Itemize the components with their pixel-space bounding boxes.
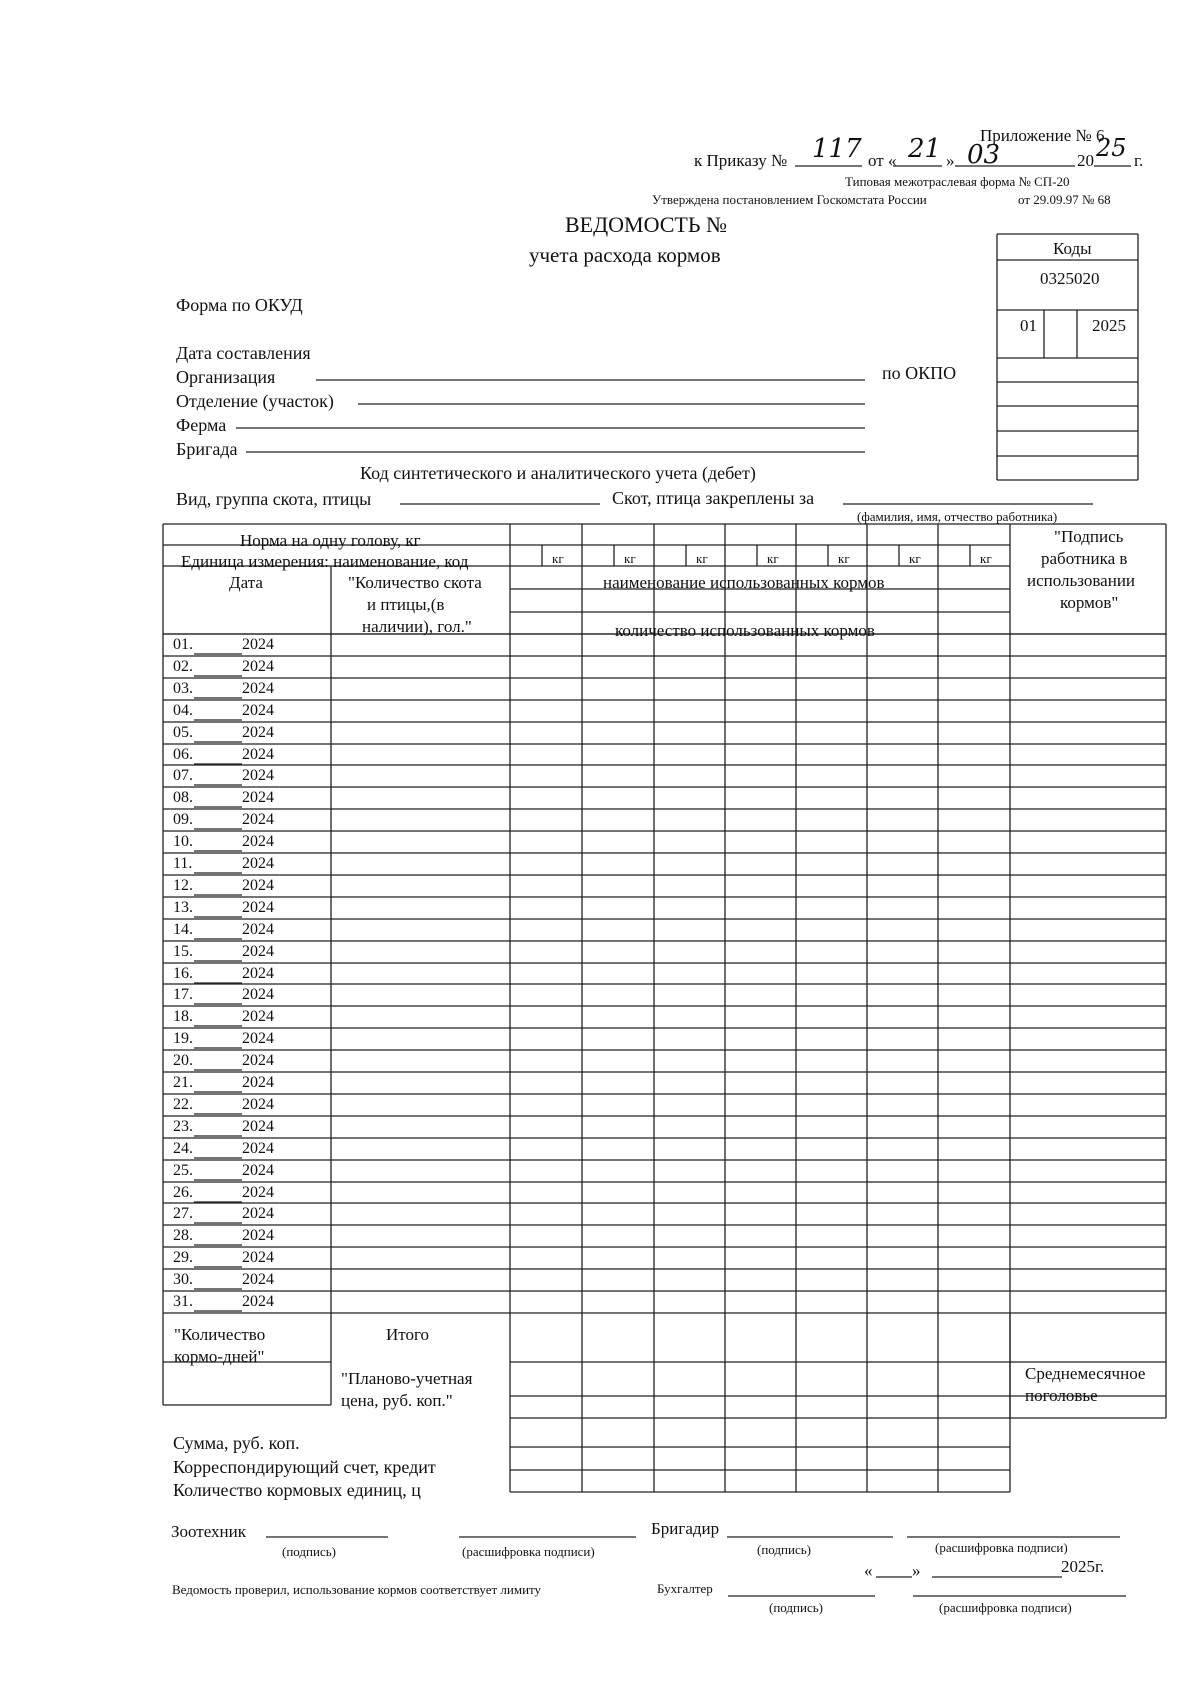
day-label: 27.	[173, 1205, 193, 1222]
date-close-quote: »	[912, 1561, 921, 1580]
feed-qty-header: количество использованных кормов	[615, 621, 875, 640]
sign-header-l4: кормов"	[1060, 593, 1119, 612]
day-label: 19.	[173, 1030, 193, 1047]
day-label: 16.	[173, 965, 193, 982]
kg-unit-label: кг	[980, 551, 992, 566]
day-label: 11.	[173, 855, 193, 872]
kg-unit-label: кг	[909, 551, 921, 566]
day-label: 01.	[173, 636, 193, 653]
day-year: 2024	[242, 1184, 274, 1201]
kg-unit-label: кг	[624, 551, 636, 566]
brigade-label: Бригада	[176, 439, 238, 459]
day-year: 2024	[242, 899, 274, 916]
appendix-label: Приложение № 6	[980, 126, 1105, 145]
day-label: 05.	[173, 724, 193, 741]
day-year: 2024	[242, 855, 274, 872]
day-label: 18.	[173, 1008, 193, 1025]
kg-unit-label: кг	[767, 551, 779, 566]
kg-unit-label: кг	[552, 551, 564, 566]
date-year: 2025г.	[1061, 1557, 1105, 1576]
day-year: 2024	[242, 986, 274, 1003]
day-year: 2024	[242, 811, 274, 828]
okud-label: Форма по ОКУД	[176, 295, 303, 315]
day-year: 2024	[242, 1162, 274, 1179]
day-label: 07.	[173, 767, 193, 784]
avg-l2: поголовье	[1025, 1386, 1098, 1405]
date-label: Дата составления	[176, 343, 311, 363]
day-label: 21.	[173, 1074, 193, 1091]
order-g: г.	[1134, 151, 1144, 170]
day-year: 2024	[242, 921, 274, 938]
page-subtitle: учета расхода кормов	[529, 243, 721, 267]
zootech-decode-hint: (расшифровка подписи)	[462, 1544, 595, 1559]
day-year: 2024	[242, 1096, 274, 1113]
day-label: 31.	[173, 1293, 193, 1310]
day-label: 22.	[173, 1096, 193, 1113]
day-year: 2024	[242, 1074, 274, 1091]
day-year: 2024	[242, 1140, 274, 1157]
accountant-decode-hint: (расшифровка подписи)	[939, 1600, 1072, 1615]
norm-label: Норма на одну голову, кг	[240, 531, 421, 550]
okpo-label: по ОКПО	[882, 363, 957, 383]
dept-label: Отделение (участок)	[176, 391, 334, 411]
date-header: Дата	[229, 573, 263, 592]
approved-by: Утверждена постановлением Госкомстата России	[652, 192, 927, 207]
day-year: 2024	[242, 1293, 274, 1310]
total-label: Итого	[386, 1325, 430, 1344]
order-year-suffix: 25	[1096, 134, 1127, 162]
okud-code: 0325020	[1040, 269, 1100, 288]
count-header-l3: наличии), гол."	[362, 617, 472, 636]
day-label: 23.	[173, 1118, 193, 1135]
day-label: 26.	[173, 1184, 193, 1201]
accountant-sign-hint: (подпись)	[769, 1600, 823, 1615]
day-label: 10.	[173, 833, 193, 850]
day-year: 2024	[242, 1249, 274, 1266]
day-year: 2024	[242, 789, 274, 806]
zootech-label: Зоотехник	[171, 1522, 246, 1541]
codes-label: Коды	[1053, 239, 1092, 258]
day-year: 2024	[242, 1271, 274, 1288]
day-year: 2024	[242, 833, 274, 850]
corr-account-label: Корреспондирующий счет, кредит	[173, 1457, 436, 1477]
date-open-quote: «	[864, 1561, 873, 1580]
period-month: 01	[1020, 316, 1037, 335]
brigadier-sign-hint: (подпись)	[757, 1542, 811, 1557]
order-number: 117	[812, 134, 862, 164]
count-header-l2: и птицы,(в	[367, 595, 445, 614]
feed-units-label: Количество кормовых единиц, ц	[173, 1480, 421, 1500]
order-from: от «	[868, 151, 897, 170]
day-year: 2024	[242, 1052, 274, 1069]
day-label: 12.	[173, 877, 193, 894]
day-year: 2024	[242, 724, 274, 741]
feed-days-l2: кормо-дней"	[174, 1347, 265, 1366]
day-year: 2024	[242, 680, 274, 697]
day-year: 2024	[242, 1118, 274, 1135]
feed-names-header: наименование использованных кормов	[603, 573, 885, 592]
order-day: 21	[908, 134, 942, 164]
feed-days-l1: "Количество	[174, 1325, 266, 1344]
assigned-hint: (фамилия, имя, отчество работника)	[857, 509, 1058, 524]
checked-statement: Ведомость проверил, использование кормов соответствует лимиту	[172, 1582, 542, 1597]
day-label: 02.	[173, 658, 193, 675]
page-title: ВЕДОМОСТЬ №	[565, 212, 727, 237]
day-label: 15.	[173, 943, 193, 960]
period-year: 2025	[1092, 316, 1126, 335]
day-label: 29.	[173, 1249, 193, 1266]
order-year-prefix: 20	[1077, 151, 1094, 170]
day-label: 24.	[173, 1140, 193, 1157]
day-year: 2024	[242, 943, 274, 960]
brigadier-decode-hint: (расшифровка подписи)	[935, 1540, 1068, 1555]
day-year: 2024	[242, 1227, 274, 1244]
day-label: 06.	[173, 746, 193, 763]
form-type: Типовая межотраслевая форма № СП-20	[845, 174, 1070, 189]
day-label: 28.	[173, 1227, 193, 1244]
day-label: 04.	[173, 702, 193, 719]
day-year: 2024	[242, 746, 274, 763]
approved-date: от 29.09.97 № 68	[1018, 192, 1111, 207]
day-label: 14.	[173, 921, 193, 938]
sum-label: Сумма, руб. коп.	[173, 1433, 300, 1453]
day-label: 13.	[173, 899, 193, 916]
price-l1: "Планово-учетная	[341, 1369, 473, 1388]
count-header-l1: "Количество скота	[348, 573, 482, 592]
day-year: 2024	[242, 965, 274, 982]
sign-header-l2: работника в	[1041, 549, 1128, 568]
day-label: 25.	[173, 1162, 193, 1179]
account-code-label: Код синтетического и аналитического учета (дебет)	[360, 463, 756, 483]
day-year: 2024	[242, 1030, 274, 1047]
day-label: 03.	[173, 680, 193, 697]
livestock-label: Вид, группа скота, птицы	[176, 489, 372, 509]
avg-l1: Среднемесячное	[1025, 1364, 1146, 1383]
price-l2: цена, руб. коп."	[341, 1391, 453, 1410]
day-label: 09.	[173, 811, 193, 828]
day-year: 2024	[242, 658, 274, 675]
order-month: 03	[967, 140, 1001, 170]
assigned-label: Скот, птица закреплены за	[612, 488, 815, 508]
brigadier-label: Бригадир	[651, 1519, 720, 1538]
day-year: 2024	[242, 636, 274, 653]
day-label: 08.	[173, 789, 193, 806]
order-close: »	[946, 151, 955, 170]
day-year: 2024	[242, 1205, 274, 1222]
order-prefix: к Приказу №	[694, 151, 788, 170]
zootech-sign-hint: (подпись)	[282, 1544, 336, 1559]
kg-unit-label: кг	[696, 551, 708, 566]
org-label: Организация	[176, 367, 276, 387]
unit-label: Единица измерения: наименование, код	[181, 552, 469, 571]
accountant-label: Бухгалтер	[657, 1581, 713, 1596]
farm-label: Ферма	[176, 415, 227, 435]
day-year: 2024	[242, 1008, 274, 1025]
day-label: 30.	[173, 1271, 193, 1288]
day-year: 2024	[242, 702, 274, 719]
day-year: 2024	[242, 767, 274, 784]
day-label: 17.	[173, 986, 193, 1003]
sign-header-l3: использовании	[1027, 571, 1136, 590]
sign-header-l1: "Подпись	[1054, 527, 1124, 546]
kg-unit-label: кг	[838, 551, 850, 566]
day-label: 20.	[173, 1052, 193, 1069]
day-year: 2024	[242, 877, 274, 894]
